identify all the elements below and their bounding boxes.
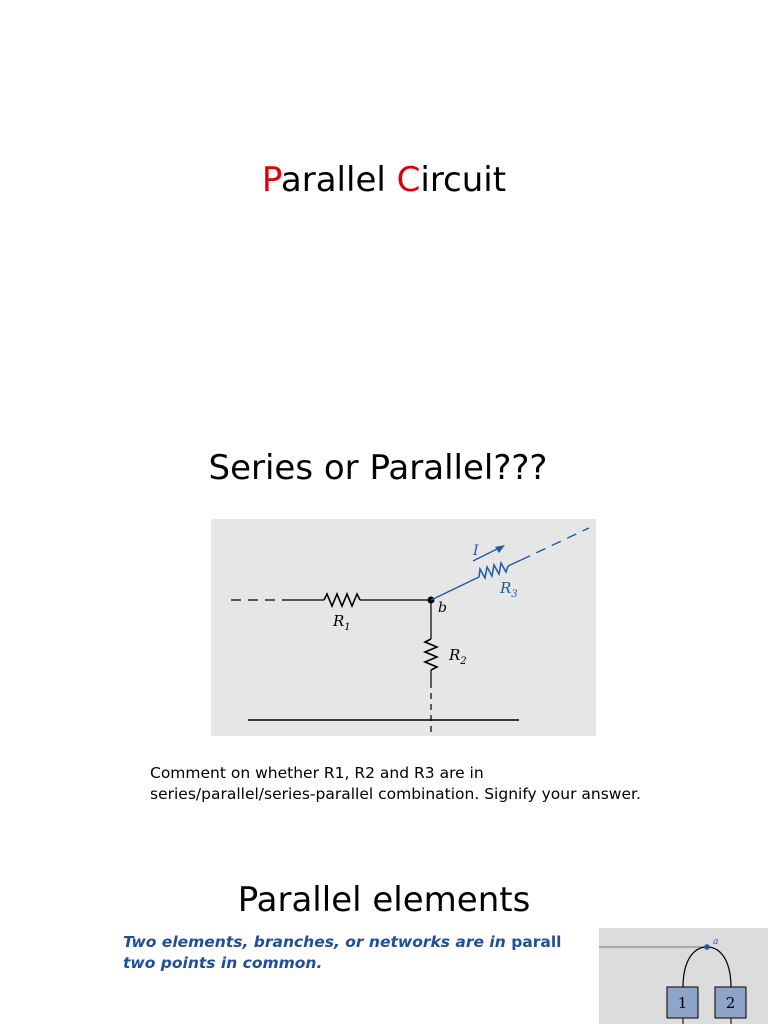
parallel-definition (123, 932, 603, 974)
title-initial-p: P (261, 160, 281, 200)
wire-r3-out (508, 560, 521, 566)
series-or-parallel-heading: Series or Parallel??? (208, 448, 548, 488)
element-2-label: 2 (725, 994, 736, 1012)
resistor-r1 (324, 594, 360, 606)
title-initial-c: C (396, 160, 421, 200)
parallel-elements-heading: Parallel elements (237, 880, 531, 920)
resistor-r3 (479, 563, 508, 578)
label-r3: $R_3$ (500, 579, 518, 600)
circuit-svg (211, 519, 596, 736)
label-current-i: I (473, 543, 479, 559)
title-text-part2: ircuit (420, 160, 507, 200)
title-text-part1: arallel (280, 160, 397, 200)
parallel-elements-diagram (599, 928, 768, 1024)
label-node-b: b (438, 600, 447, 616)
slide-title (0, 160, 768, 200)
node-a-dot (704, 944, 710, 950)
definition-line2: two points in common. (123, 954, 323, 972)
element-1-label: 1 (677, 994, 688, 1012)
dashed-r3-wire (521, 528, 589, 560)
wire-node-to-r3 (431, 577, 479, 600)
current-arrow-head (495, 545, 505, 553)
parallel-branches (683, 947, 731, 988)
circuit-diagram (211, 519, 596, 736)
definition-line1-plain: parall (511, 933, 562, 951)
label-node-a: a (713, 937, 719, 947)
label-r2: $R_2$ (449, 646, 467, 667)
parallel-diagram-svg (599, 928, 768, 1024)
definition-line1-italic: Two elements, branches, or networks are in (123, 933, 512, 951)
comment-instructions: Comment on whether R1, R2 and R3 are in series/parallel/series-parallel combination. Signify your answer. (150, 764, 641, 803)
label-r1: $R_1$ (333, 612, 351, 633)
resistor-r2 (425, 639, 437, 670)
